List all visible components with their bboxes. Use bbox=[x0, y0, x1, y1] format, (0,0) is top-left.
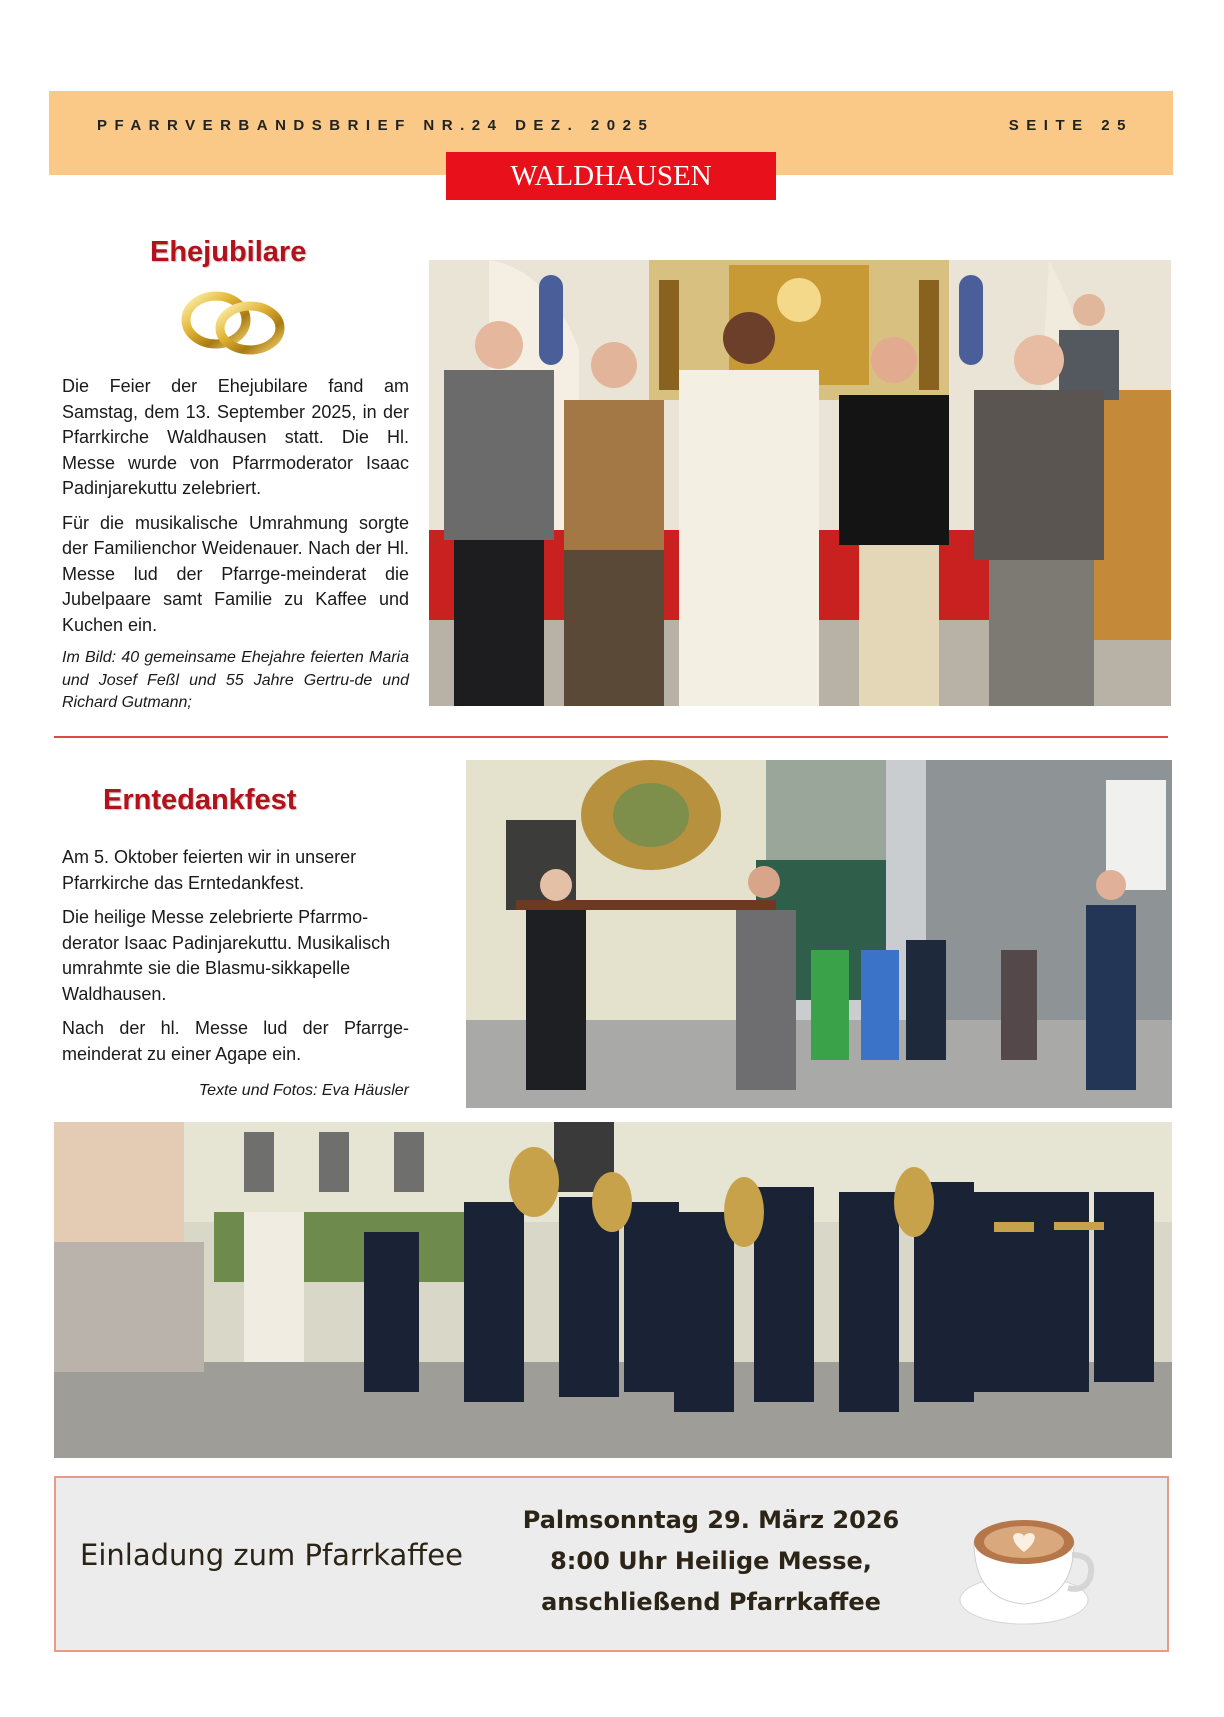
article-text-ehejubilare bbox=[62, 374, 409, 715]
parish-label: WALDHAUSEN bbox=[446, 152, 776, 200]
photo-blasmusik-procession bbox=[54, 1122, 1172, 1458]
photo-erntedankfest bbox=[466, 760, 1172, 1108]
paragraph: Die Feier der Ehejubilare fand am Samstag, dem 13. September 2025, in der Pfarrkirche Waldhausen statt. Die Hl. Messe wurde von Pfarrmoderator Isaac Padinjarekuttu zelebriert. bbox=[62, 376, 409, 498]
publication-title: PFARRVERBANDSBRIEF NR.24 DEZ. 2025 bbox=[97, 117, 655, 134]
section-title-erntedankfest: Erntedankfest bbox=[103, 784, 297, 816]
photo-ehejubilare bbox=[429, 260, 1171, 706]
section-title-ehejubilare: Ehejubilare bbox=[150, 236, 307, 268]
coffee-cup-icon bbox=[956, 1500, 1096, 1630]
invitation-box bbox=[54, 1476, 1169, 1652]
photo-caption: Im Bild: 40 gemeinsame Ehejahre feierten Maria und Josef Feßl und 55 Jahre Gertru-de und Richard Gutmann; bbox=[62, 649, 409, 711]
invitation-title: Einladung zum Pfarrkaffee bbox=[80, 1538, 463, 1572]
invitation-details bbox=[521, 1500, 901, 1623]
paragraph: Nach der hl. Messe lud der Pfarrge-meinderat zu einer Agape ein. bbox=[62, 1018, 409, 1064]
article-text-erntedankfest bbox=[62, 845, 409, 1076]
invitation-date: Palmsonntag 29. März 2026 bbox=[522, 1506, 900, 1534]
wedding-rings-icon bbox=[178, 286, 290, 358]
paragraph: Die heilige Messe zelebrierte Pfarrmo-derator Isaac Padinjarekuttu. Musikalisch umrahmte sie die Blasmu-sikkapelle Waldhausen. bbox=[62, 907, 391, 1004]
invitation-followup: anschließend Pfarrkaffee bbox=[541, 1588, 881, 1616]
photo-credit: Texte und Fotos: Eva Häusler bbox=[198, 1082, 409, 1099]
section-divider bbox=[54, 736, 1168, 738]
paragraph: Für die musikalische Umrahmung sorgte der Familienchor Weidenauer. Nach der Hl. Messe lud der Pfarrge-meinderat die Jubelpaare samt Familie zu Kaffee und Kuchen ein. bbox=[62, 512, 409, 635]
page-number: SEITE 25 bbox=[1008, 117, 1133, 134]
invitation-mass-time: 8:00 Uhr Heilige Messe, bbox=[550, 1547, 872, 1575]
paragraph: Am 5. Oktober feierten wir in unserer Pfarrkirche das Erntedankfest. bbox=[62, 847, 357, 893]
